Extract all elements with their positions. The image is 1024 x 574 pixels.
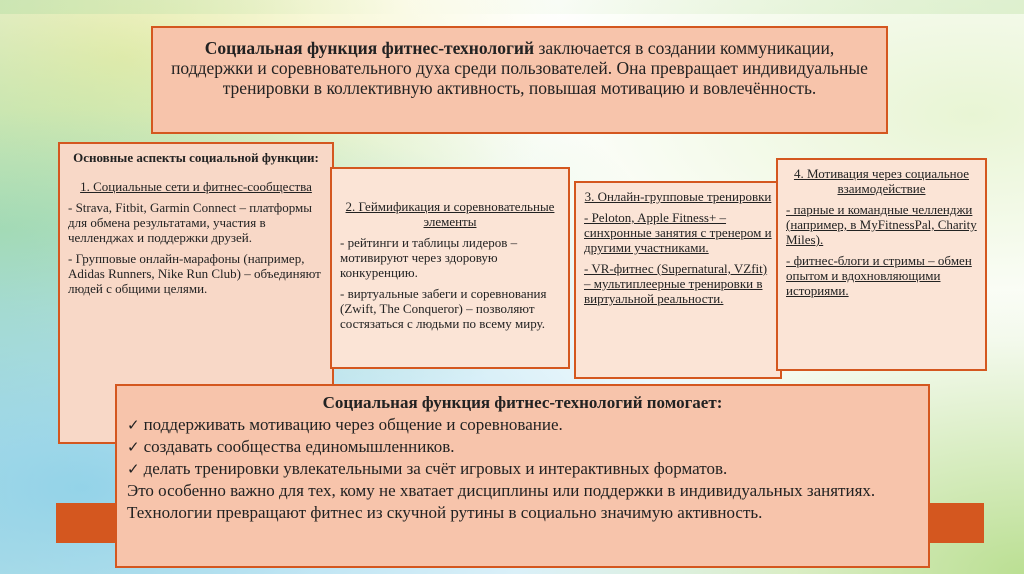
summary-point: ✓ создавать сообщества единомышленников. — [127, 437, 455, 456]
card-item: - рейтинги и таблицы лидеров – мотивируют через здоровую конкуренцию. — [340, 235, 518, 280]
card-title: 2. Геймификация и соревновательные элементы — [345, 199, 555, 229]
top-decor-stripe — [0, 0, 1024, 14]
card-item: - парные и командные челленджи (например, в MyFitnessPal, Charity Miles). — [786, 202, 977, 247]
check-icon: ✓ — [127, 416, 140, 434]
check-icon: ✓ — [127, 460, 140, 478]
card-title: 1. Социальные сети и фитнес-сообщества — [80, 179, 312, 194]
summary-box — [115, 384, 930, 568]
card-item: - Групповые онлайн-марафоны (например, Adidas Runners, Nike Run Club) – объединяют людей с общими целями. — [68, 251, 321, 296]
intro-box — [151, 26, 888, 134]
summary-point: ✓ поддерживать мотивацию через общение и соревнование. — [127, 415, 563, 434]
summary-conclusion: Это особенно важно для тех, кому не хватает дисциплины или поддержки в индивидуальных занятиях. Технологии превращают фитнес из скучной рутины в социально значимую активность. — [127, 481, 876, 522]
intro-bold-text: Социальная функция фитнес-технологий — [204, 38, 535, 58]
check-icon: ✓ — [127, 438, 140, 456]
card-item: - виртуальные забеги и соревнования (Zwift, The Conqueror) – позволяют состязаться с людьми по всему миру. — [340, 286, 547, 331]
card-title: 3. Онлайн-групповые тренировки — [584, 189, 772, 204]
intro-text: заключается в создании коммуникации, поддержки и соревновательного духа среди пользователей. Она превращает индивидуальные тренировки в коллективную активность, повышая мотивацию и вовлечённость. — [171, 38, 868, 98]
card-item: - VR-фитнес (Supernatural, VZfit) – мультиплеерные тренировки в виртуальной реальности. — [584, 261, 768, 306]
card-item: - Peloton, Apple Fitness+ – синхронные занятия с тренером и другими участниками. — [584, 210, 772, 255]
aspects-heading: Основные аспекты социальной функции: — [73, 150, 319, 165]
aspect-card-gamification — [330, 167, 570, 369]
summary-point: ✓ делать тренировки увлекательными за счёт игровых и интерактивных форматов. — [127, 459, 728, 478]
card-item: - фитнес-блоги и стримы – обмен опытом и вдохновляющими историями. — [786, 253, 972, 298]
card-item: - Strava, Fitbit, Garmin Connect – платформы для обмена результатами, участия в челленджах и поддержки друзей. — [68, 200, 312, 245]
aspect-card-motivation — [776, 158, 987, 371]
aspect-card-online-group — [574, 181, 782, 379]
summary-heading: Социальная функция фитнес-технологий помогает: — [322, 393, 723, 412]
card-title: 4. Мотивация через социальное взаимодействие — [793, 166, 970, 196]
